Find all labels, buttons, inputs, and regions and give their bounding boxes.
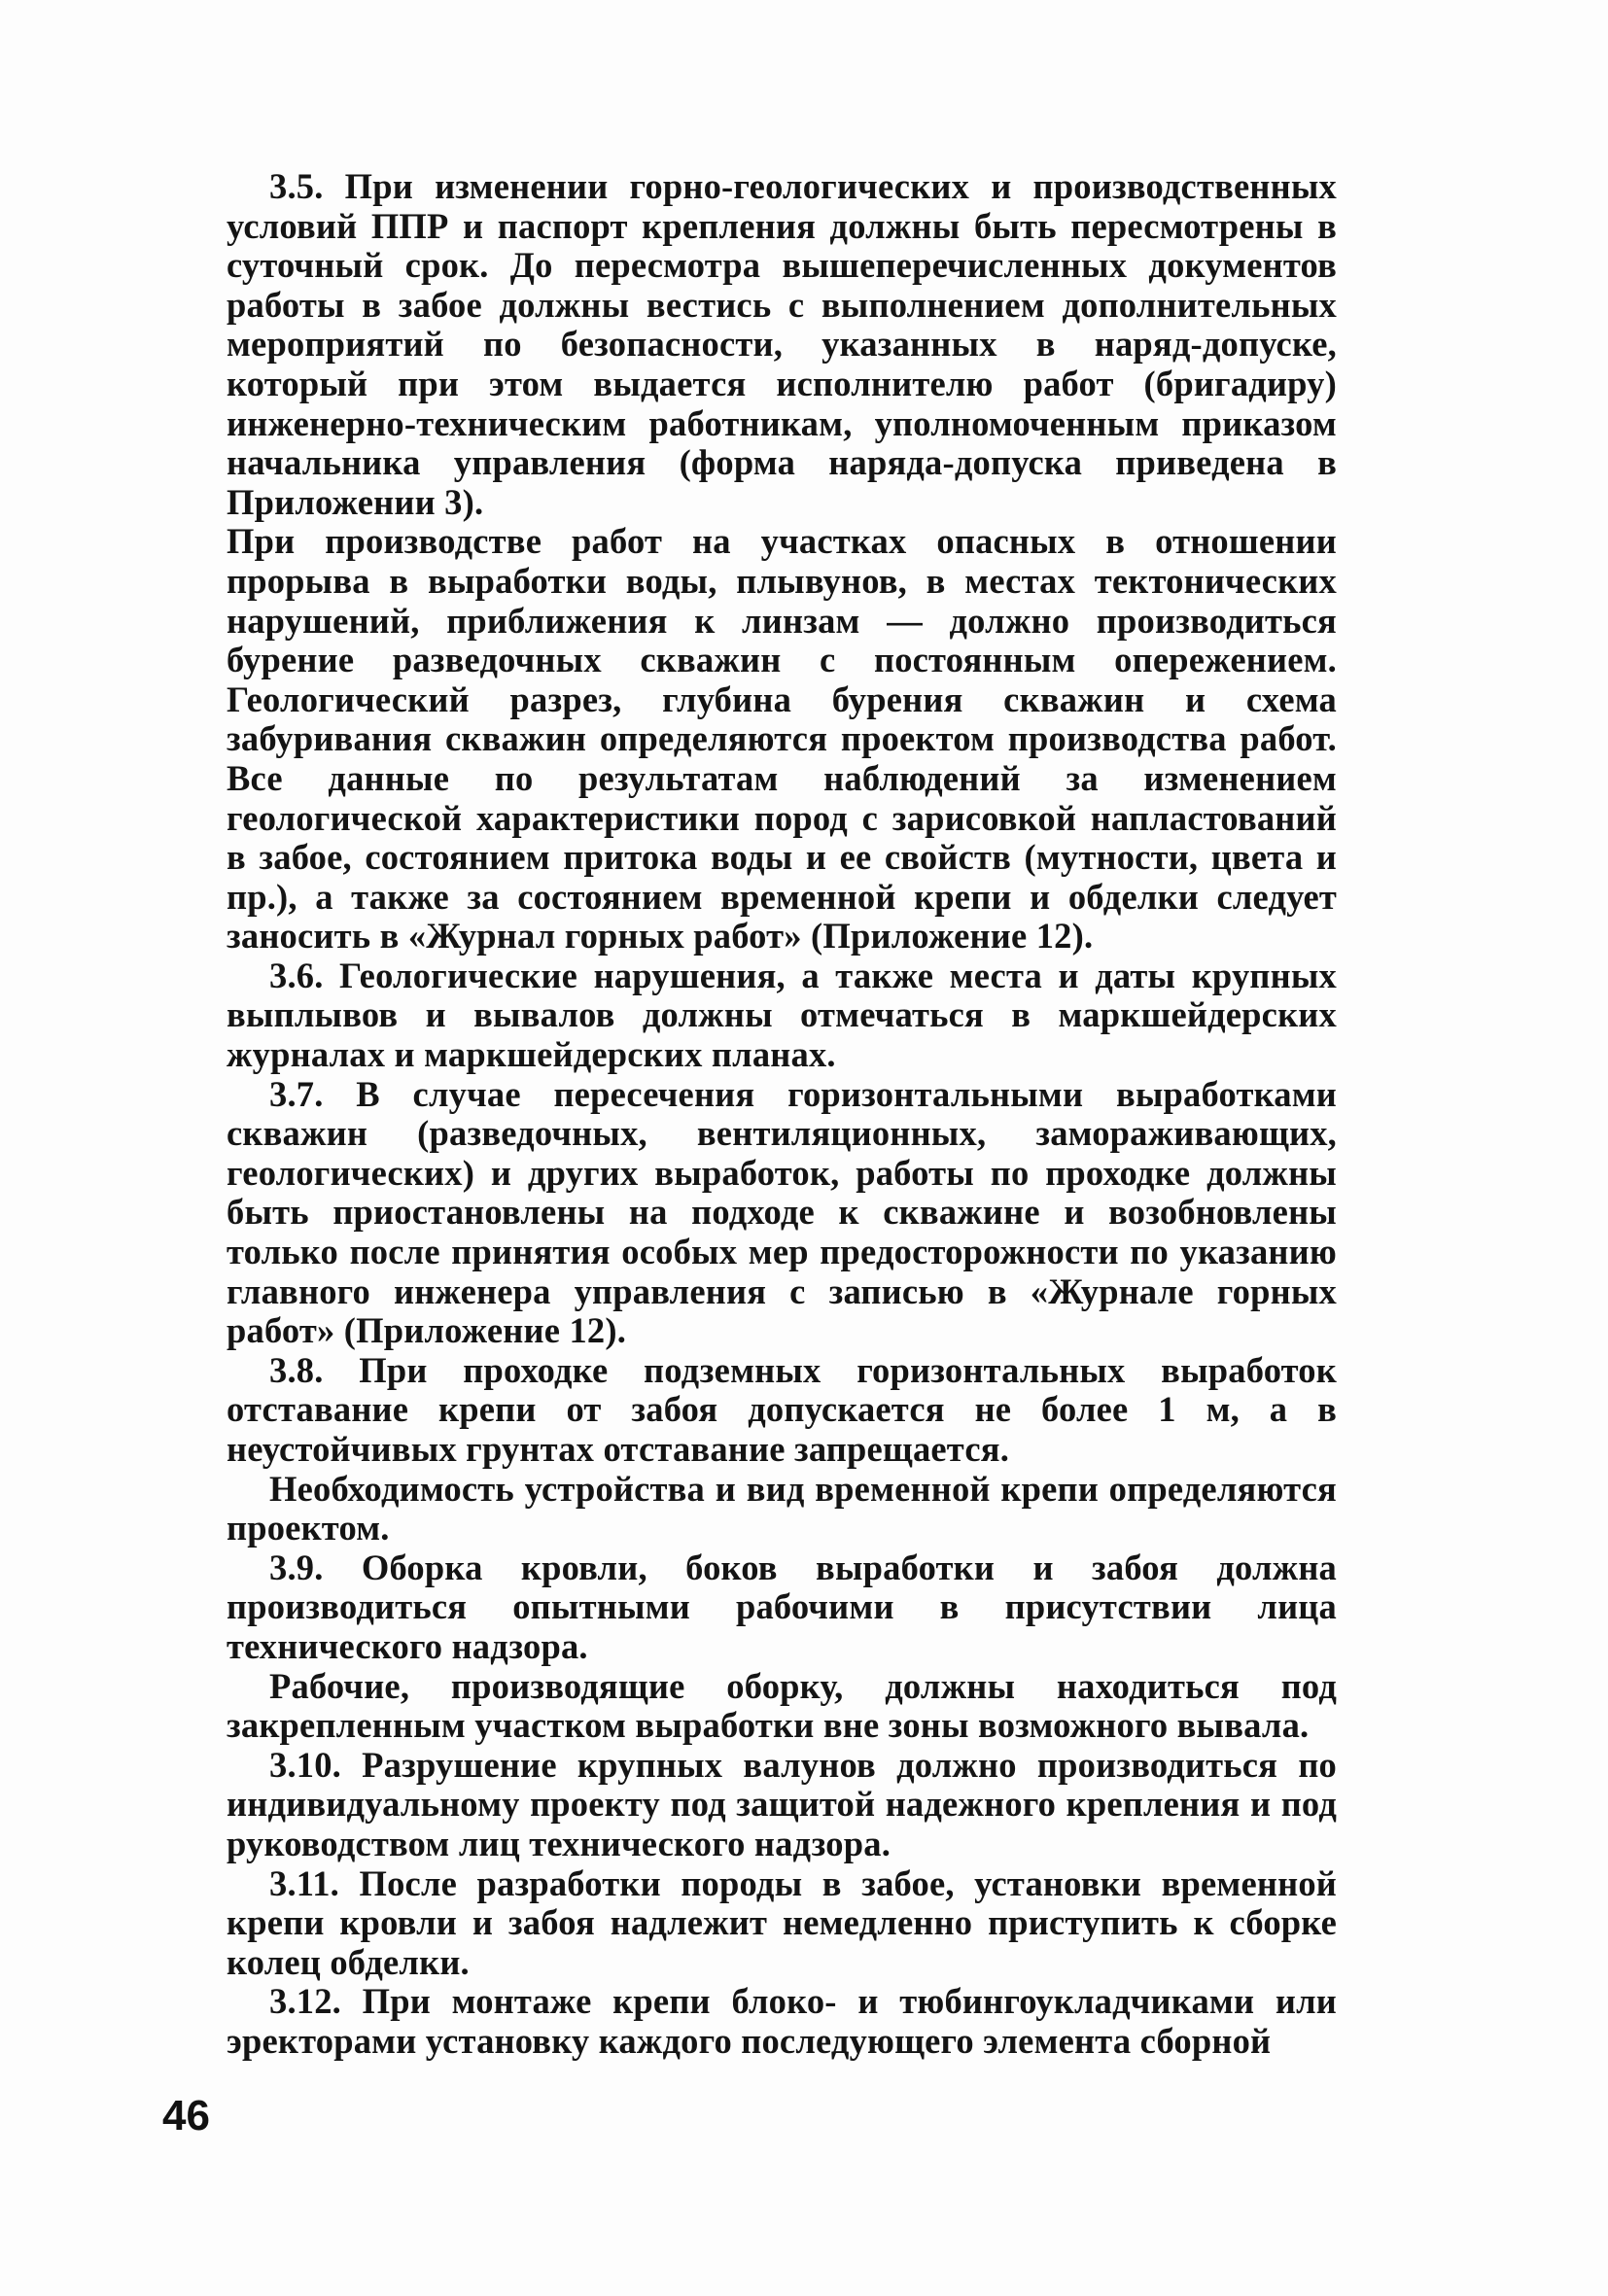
- paragraph-3-9-continued: Рабочие, производящие оборку, должны находиться под закрепленным участком выработки вне зоны возможного вывала.: [227, 1665, 1337, 1746]
- paragraph-3-5: 3.5. При изменении горно-геологических и производственных условий ППР и паспорт крепления должны быть пересмотрены в суточный срок. До пересмотра вышеперечисленных документов работы в забое должны вестись с выполнением дополнительных мероприятий по безопасности, указанных в наряд-допуске, который при этом выдается исполнителю работ (бригадиру) инженерно-техническим работникам, уполномоченным приказом начальника управления (форма наряда-допуска приведена в Приложении 3).: [227, 166, 1337, 522]
- paragraph-3-11: 3.11. После разработки породы в забое, установки временной крепи кровли и забоя надлежит немедленно приступить к сборке колец обделки.: [227, 1862, 1337, 1982]
- paragraph-3-6: 3.6. Геологические нарушения, а также места и даты крупных выплывов и вывалов должны отмечаться в маркшейдерских журналах и маркшейдерских планах.: [227, 955, 1337, 1075]
- paragraph-3-8-continued: Необходимость устройства и вид временной крепи определяются проектом.: [227, 1468, 1337, 1548]
- body-text: [227, 167, 1337, 2062]
- paragraph-3-10: 3.10. Разрушение крупных валунов должно производиться по индивидуальному проекту под защитой надежного крепления и под руководством лиц технического надзора.: [227, 1744, 1337, 1863]
- paragraph-3-7: 3.7. В случае пересечения горизонтальными выработками скважин (разведочных, вентиляционных, замораживающих, геологических) и других выработок, работы по проходке должны быть приостановлены на подходе к скважине и возобновлены только после принятия особых мер предосторожности по указанию главного инженера управления с записью в «Журнале горных работ» (Приложение 12).: [227, 1073, 1337, 1351]
- paragraph-3-9: 3.9. Оборка кровли, боков выработки и забоя должна производиться опытными рабочими в присутствии лица технического надзора.: [227, 1547, 1337, 1666]
- paragraph-3-5-continued: При производстве работ на участках опасных в отношении прорыва в выработки воды, плывунов, в местах тектонических нарушений, приближения к линзам — должно производиться бурение разведочных скважин с постоянным опережением. Геологический разрез, глубина бурения скважин и схема забуривания скважин определяются проектом производства работ. Все данные по результатам наблюдений за изменением геологической характеристики пород с зарисовкой напластований в забое, состоянием притока воды и ее свойств (мутности, цвета и пр.), а также за состоянием временной крепи и обделки следует заносить в «Журнал горных работ» (Приложение 12).: [227, 521, 1337, 957]
- paragraph-3-12: 3.12. При монтаже крепи блоко- и тюбингоукладчиками или эректорами установку каждого последующего элемента сборной: [227, 1981, 1337, 2061]
- page-number: 46: [162, 2092, 210, 2139]
- paragraph-3-8: 3.8. При проходке подземных горизонтальных выработок отставание крепи от забоя допускается не более 1 м, а в неустойчивых грунтах отставание запрещается.: [227, 1349, 1337, 1469]
